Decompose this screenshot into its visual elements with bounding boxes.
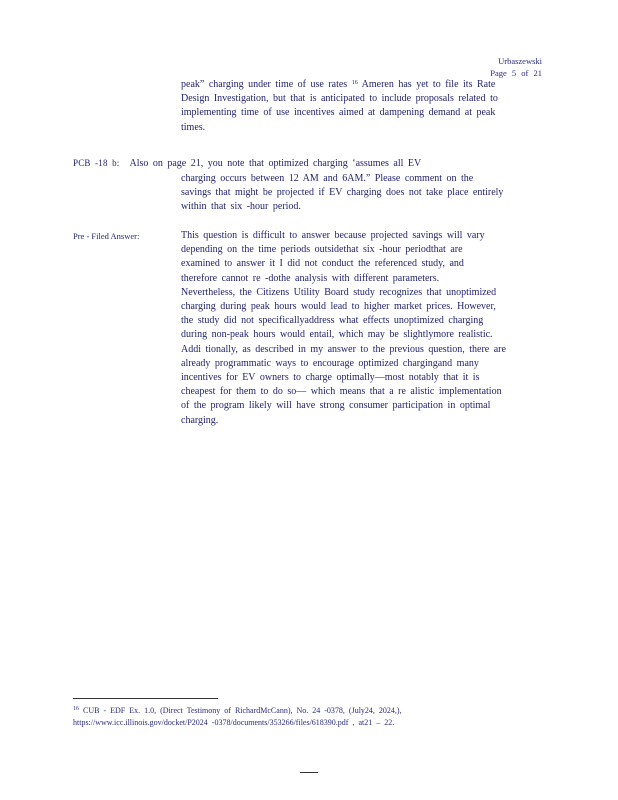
page-num: 5	[511, 68, 517, 78]
paragraph-line: Addi tionally, as described in my answer to the previous question, there are	[181, 343, 506, 355]
footnote-line-1: $^{16}$ CUB - EDF Ex. 1.0, (Direct Testimony of RichardMcCann), No. 24 -0378, (July24, 2024,),	[73, 706, 402, 715]
footnote-ref[interactable]: 16	[351, 80, 358, 86]
paragraph-line: charging occurs between 12 AM and 6AM.” Please comment on the	[181, 173, 474, 184]
paragraph-line: savings that might be projected if EV charging does not take place entirely	[181, 187, 504, 199]
paragraph-line: incentives for EV owners to charge optimally—most notably that it is	[181, 372, 480, 384]
question-text: Also on page 21, you note that optimized charging ‘assumes all EV	[129, 158, 422, 169]
answer-label: Pre - Filed Answer:	[73, 231, 140, 241]
paragraph-line: charging during peak hours would lead to higher market prices. However,	[181, 301, 496, 313]
paragraph-line: This question is difficult to answer because projected savings will vary	[181, 230, 485, 241]
paragraph-line: already programmatic ways to encourage optimized chargingand many	[181, 357, 479, 369]
page-label: Page	[490, 68, 507, 78]
answer-paragraph	[181, 229, 551, 428]
footnote-number: 16	[73, 706, 79, 712]
header-author: Urbaszewski	[498, 56, 542, 66]
continuation-paragraph	[181, 76, 541, 135]
paragraph-line: within that six -hour period.	[181, 201, 301, 213]
page-total: 21	[533, 68, 542, 78]
question-paragraph	[181, 172, 541, 215]
paragraph-line: Nevertheless, the Citizens Utility Board study recognizes that unoptimized	[181, 286, 497, 298]
paragraph-line: therefore cannot re -dothe analysis with different parameters.	[181, 272, 440, 284]
page-footer-rule	[300, 772, 318, 773]
paragraph-line: charging.	[181, 414, 219, 426]
paragraph-line: examined to answer it I did not conduct the referenced study, and	[181, 258, 464, 270]
footnote-link[interactable]: https://www.icc.illinois.gov/docket/P2024 -0378/documents/353266/files/618390.pdf , at21 – 22.	[73, 718, 395, 727]
paragraph-line: during non-peak hours would entail, which may be slightlymore realistic.	[181, 329, 493, 341]
paragraph-line: times.	[181, 121, 206, 133]
paragraph-line: peak” charging under time of use rates $^{16}$ Ameren has yet to file its Rate	[181, 79, 496, 90]
footnote-separator	[73, 698, 218, 699]
question-label: PCB -18 b:	[73, 158, 120, 168]
paragraph-line: depending on the time periods outsidethat six -hour periodthat are	[181, 244, 463, 256]
of-label: of	[521, 68, 529, 78]
paragraph-line: implementing time of use incentives aimed at dampening demand at peak	[181, 107, 496, 119]
question-first-line	[73, 158, 421, 169]
footnote	[73, 703, 402, 729]
paragraph-line: cheapest for them to do so— which means that a re alistic implementation	[181, 386, 502, 398]
paragraph-line: of the program likely will have strong consumer participation in optimal	[181, 400, 491, 412]
paragraph-line: the study did not specificallyaddress what effects unoptimized charging	[181, 315, 484, 327]
paragraph-line: Design Investigation, but that is anticipated to include proposals related to	[181, 93, 498, 105]
